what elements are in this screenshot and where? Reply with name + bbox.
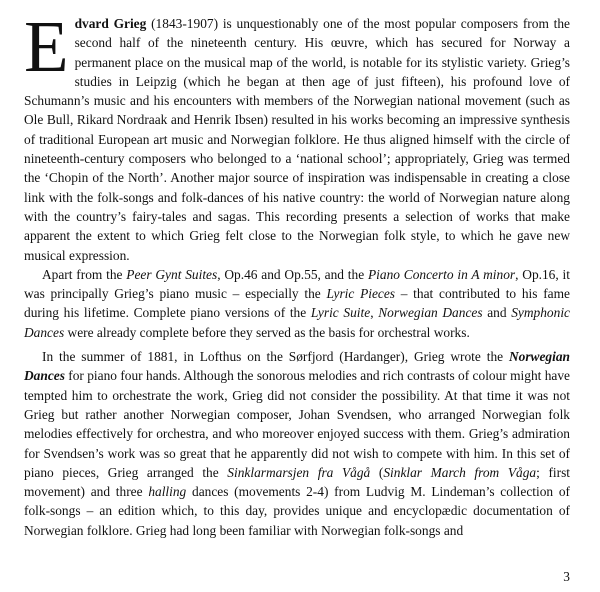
text-run: In the summer of 1881, in Lofthus on the Sørfjord (Hardanger), Grieg wrote the [42,349,509,365]
drop-cap-initial: E [24,6,69,87]
paragraph-intro [24,6,570,265]
work-title: Sinklar March from Våga [383,464,537,480]
dance-term: halling [148,484,187,500]
work-title: Piano Concerto in A minor [367,266,516,282]
paragraph-piano-music [24,265,570,342]
page-number: 3 [563,569,570,584]
article-body [24,6,571,540]
paragraph-norwegian-dances [24,347,570,540]
text-run: ( [370,464,384,480]
work-title: Sinklarmarsjen fra Vågå [227,464,371,480]
text-run: and [482,305,512,321]
text-run: dances (movements 2-4) from Ludvig M. Lindeman’s collection of folk-songs – an edition which, to this day, provides unique and encyclopædic documentation of Norwegian folklore. Grieg had long been familiar with Norwegian folk-songs and [24,484,571,538]
work-title: Lyric Suite [310,305,371,321]
work-title: Norwegian Dances [378,305,483,321]
text-run: for piano four hands. Although the sonorous melodies and rich contrasts of colour might have tempted him to orchestrate the work, Grieg did not consider the possibility. At that time it was not Grieg but rather another Norwegian composer, Johan Svendsen, who arranged Norwegian folk melodies effectively for orchestra, and who moreover enjoyed success with them. Grieg’s admiration for Svendsen’s work was so great that he apparently did not wish to compete with him. In this set of piano pieces, Grieg arranged the [24,368,570,480]
work-title: Lyric Pieces [326,286,396,302]
composer-name: dvard Grieg [74,16,147,31]
text-run: ; first movement) and three [24,464,571,500]
text-run: Apart from the [42,266,127,282]
intro-text: (1843-1907) is unquestionably one of the most popular composers from the second half of the nineteenth century. His œuvre, which has secured for Norway a permanent place on the musical map of the world, is notable for its stylistic variety. Grieg’s studies in Leipzig (which he began at then age of just fifteen), his profound love of Schumann’s music and his encounters with members of the Norwegian national movement (such as Ole Bull, Rikard Nordraak and Henrik Ibsen) resulted in his works becoming an impressive synthesis of traditional European art music and Norwegian folklore. He thus aligned himself with the circle of nineteenth-century composers who belonged to a ‘national school’; appropriately, Grieg was termed the ‘Chopin of the North’. Another major source of inspiration was indispensable in creating a close link with the folk-songs and folk-dances of his native country: the world of Norwegian nature along with the country’s fairy-tales and sagas. This recording presents a selection of works that make apparent the extent to which Grieg felt close to the Norwegian folk style, to which he gave new musical expression. [24,16,570,263]
work-title: Symphonic Dances [24,305,570,340]
text-run: , Op.46 and Op.55, and the [217,266,368,282]
text-run: were already complete before they served as the basis for orchestral works. [64,324,470,340]
text-run: , Op.16, it was principally Grieg’s piano music – especially the [24,266,570,302]
work-title: Peer Gynt Suites [126,266,218,282]
text-run: , [370,305,379,321]
work-title-bold: Norwegian Dances [24,349,570,384]
text-run: – that contributed to his fame during his lifetime. Complete piano versions of the [24,286,570,321]
